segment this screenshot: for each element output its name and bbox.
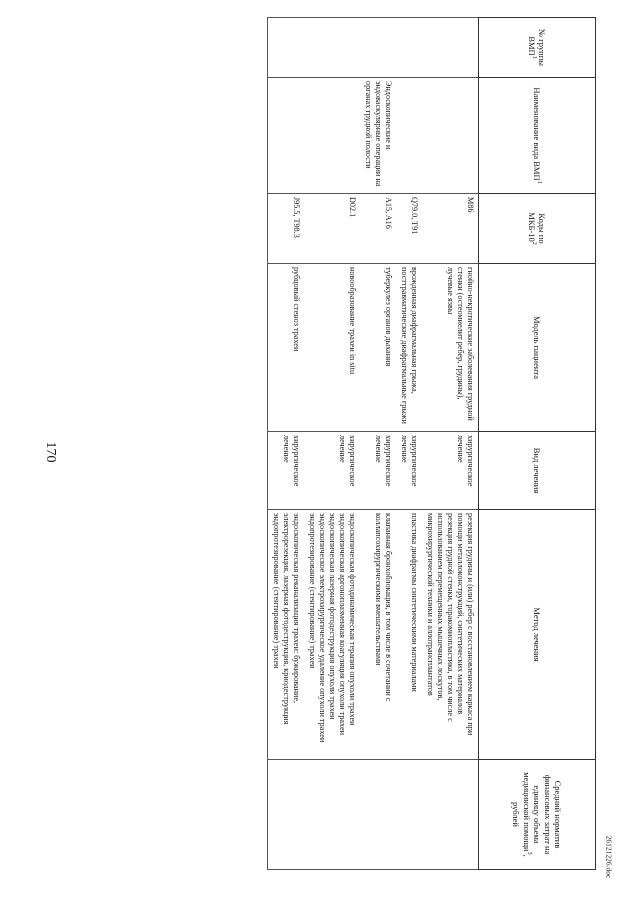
cell-cost [268,760,305,870]
header-method: Метод лечения [479,510,596,760]
cell-icd: A15, A16 [360,194,396,264]
method-item: клапанная бронхоблокация, в том числе в сочетании с коллапсохирургическими вмешательствами [374,513,393,702]
table-row [422,18,479,870]
cell-type: хирургическое лечение [360,432,396,510]
cell-type: хирургическое лечение [304,432,360,510]
header-icd: Коды по МКБ-$10^2$ [479,194,596,264]
cell-group [396,18,422,78]
cell-methods [360,510,396,760]
table-row [304,18,360,870]
method-item: эндоскопическая лазерная фотодеструкция опухоли трахеи [328,513,337,720]
method-item: эндопротезирование (стентирование) трахеи [308,513,317,669]
cell-name [304,78,360,194]
cell-model: рубцовый стеноз трахеи [268,264,305,432]
cell-icd: J95.5, T98.3 [268,194,305,264]
method-item: эндоскопическая реканализация трахеи: бужирование, электрорезекция, лазерная фотодеструкция, криодеструкция [282,513,301,725]
cell-name: Эндоскопические и эндоваскулярные операции на органах грудной полости [360,78,396,194]
table-header-row [479,18,596,870]
method-item: резекция грудины и (или) ребер с восстановлением каркаса при помощи металлоконструкций, синтетических материалов [456,513,475,736]
method-item: пластика диафрагмы синтетическими материалами [410,513,419,692]
header-model: Модель пациента [479,264,596,432]
cell-group [268,18,305,78]
cell-cost [304,760,360,870]
cell-model: туберкулез органов дыхания [360,264,396,432]
method-item: эндопротезирование (стентирование) трахеи [272,513,281,669]
cell-cost [422,760,479,870]
cell-cost [396,760,422,870]
cell-group [422,18,479,78]
cell-type: хирургическое лечение [268,432,305,510]
cell-icd: M86 [422,194,479,264]
method-item: эндоскопическое электрохирургическое удаление опухоли трахеи [318,513,327,743]
cell-type: хирургическое лечение [396,432,422,510]
table-row [396,18,422,870]
table-body [268,18,479,870]
cell-model: врожденная диафрагмальная грыжа, посттравматические диафрагмальные грыжи [396,264,422,432]
table-container [44,17,596,869]
cell-methods [268,510,305,760]
header-name: Наименование вида ВМП$^1$ [479,78,596,194]
cell-methods [304,510,360,760]
header-type: Вид лечения [479,432,596,510]
cell-name [268,78,305,194]
header-cost: Средний норматив финансовых затрат на единицу объема медицинской помощи$^3$, рублей [479,760,596,870]
cell-model: новообразование трахеи in situ [304,264,360,432]
document-id: 26121226.doc [604,835,614,879]
cell-methods [422,510,479,760]
header-group: № группы ВМП$^1$ [479,18,596,78]
method-item: резекция грудной стенки, торакомиопластика, в том числе с использованием перемещенных мышечных лоскутов, микрохирургической техники и аллотрансплантатов [426,513,455,722]
cell-cost [360,760,396,870]
cell-icd: D02.1 [304,194,360,264]
cell-name [422,78,479,194]
cell-type: хирургическое лечение [422,432,479,510]
cell-icd: Q79.0, T91 [396,194,422,264]
cell-group [304,18,360,78]
table-row [360,18,396,870]
cell-methods [396,510,422,760]
vmp-table [267,17,596,870]
page-number: 170 [43,441,58,463]
cell-name [396,78,422,194]
cell-group [360,18,396,78]
method-item: эндоскопическая фотодинамическая терапия опухоли трахеи [348,513,357,726]
table-row [268,18,305,870]
cell-model: гнойно-некротические заболевания грудной стенки (остеомиелит ребер, грудины), лучевые язвы [422,264,479,432]
method-item: эндоскопическая аргоноплазменная коагуляция опухоли трахеи [338,513,347,735]
